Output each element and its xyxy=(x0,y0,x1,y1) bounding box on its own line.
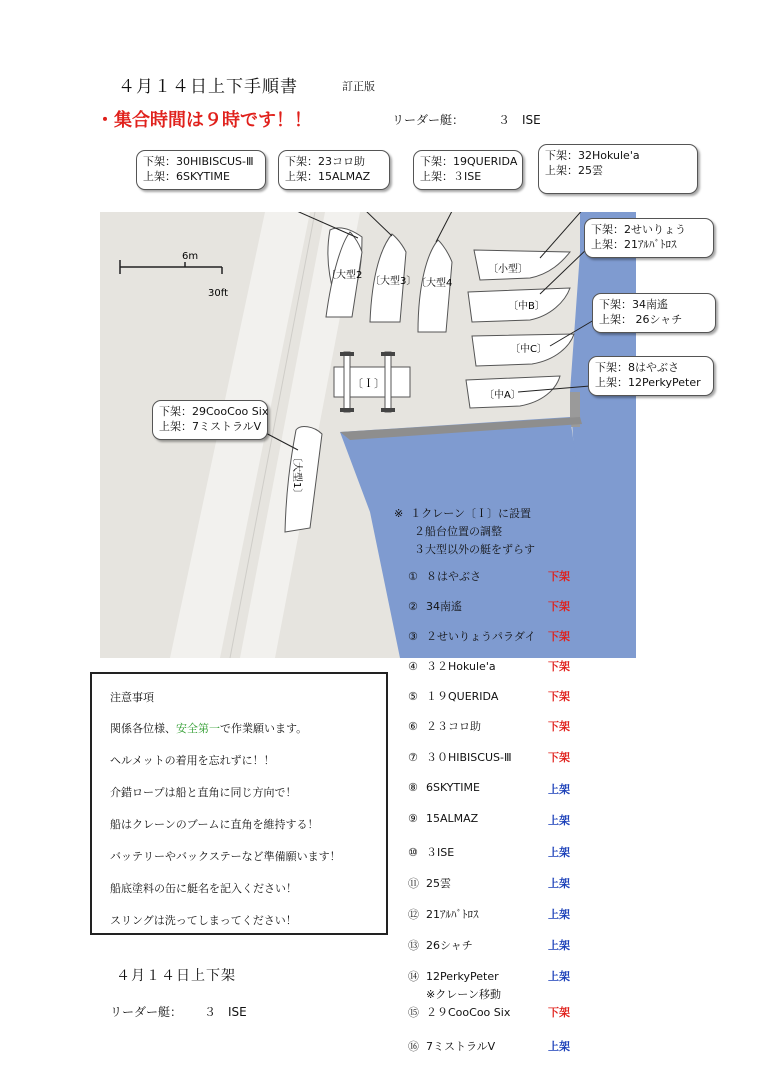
callout-mid-b xyxy=(584,218,714,258)
callout-small-line1: 下架：32Hokule'a xyxy=(545,149,640,162)
boat-name: 15ALMAZ xyxy=(426,812,479,825)
order-num: ⑦ xyxy=(408,751,418,764)
leader-label: リーダー艇： xyxy=(392,113,465,127)
boat-name: 7ミストラルV xyxy=(426,1040,496,1053)
boat-name: 25雲 xyxy=(426,877,451,890)
callout-small-line2: 上架：25雲 xyxy=(545,164,603,177)
status-badge: 下架 xyxy=(548,660,570,673)
order-num: ⑩ xyxy=(408,846,418,859)
boat-label-mid-a: 〔中A〕 xyxy=(484,390,521,401)
callout-mid-a-line1: 下架：8はやぶさ xyxy=(595,361,679,374)
boat-name: １９QUERIDA xyxy=(426,690,499,703)
order-item-7 xyxy=(408,749,570,765)
order-num: ④ xyxy=(408,660,418,673)
callout-mid-c-line1: 下架：34南遙 xyxy=(599,298,668,311)
order-num: ⑤ xyxy=(408,690,418,703)
order-item-14 xyxy=(408,968,570,984)
caution-notes xyxy=(90,672,388,935)
status-badge: 下架 xyxy=(548,751,570,764)
boat-label-large4: 〔大型4 xyxy=(416,278,453,289)
boat-name: 6SKYTIME xyxy=(426,781,480,794)
callout-large3 xyxy=(278,150,390,190)
crane-label: 〔Ｉ〕 xyxy=(352,377,385,390)
callout-large3-line1: 下架：23コロ助 xyxy=(285,155,365,168)
step-3: ３大型以外の艇をずらす xyxy=(414,543,535,556)
note-line-1 xyxy=(110,720,307,736)
order-num: ⑧ xyxy=(408,781,418,794)
note-line-4: 船はクレーンのブームに直角を維持する！ xyxy=(110,818,319,831)
order-item-15 xyxy=(408,1004,570,1020)
callout-large4 xyxy=(413,150,523,190)
order-item-16 xyxy=(408,1038,570,1054)
order-num: ⑨ xyxy=(408,812,418,825)
footer-leader-label: リーダー艇： xyxy=(110,1005,183,1019)
order-item-11 xyxy=(408,875,570,891)
order-num: ⑮ xyxy=(408,1006,419,1019)
boat-name: ８はやぶさ xyxy=(426,570,481,583)
status-badge: 下架 xyxy=(548,570,570,583)
leader-value: ３ ISE xyxy=(498,113,541,127)
boat-label-large2: 〔大型2 xyxy=(326,270,363,281)
status-badge: 上架 xyxy=(548,846,570,859)
callout-mid-b-line2: 上架：21ｱﾙﾊﾞﾄﾛｽ xyxy=(591,238,677,251)
status-badge: 下架 xyxy=(548,1006,570,1019)
callout-large1 xyxy=(152,400,268,440)
notes-heading: 注意事項 xyxy=(110,691,154,704)
steps-mark: ※ xyxy=(394,507,404,520)
status-badge: 下架 xyxy=(548,720,570,733)
boat-label-mid-b: 〔中B〕 xyxy=(508,301,545,312)
status-badge: 下架 xyxy=(548,630,570,643)
order-num: ② xyxy=(408,600,418,613)
water-right xyxy=(570,212,636,658)
status-badge: 上架 xyxy=(548,908,570,921)
order-item-12 xyxy=(408,906,570,922)
crane-move-note: ※クレーン移動 xyxy=(426,988,501,1001)
status-badge: 上架 xyxy=(548,939,570,952)
order-num: ① xyxy=(408,570,418,583)
boat-label-large1: 〔大型1〕 xyxy=(291,452,302,499)
order-item-5 xyxy=(408,688,570,704)
order-num: ⑫ xyxy=(408,908,419,921)
status-badge: 上架 xyxy=(548,1040,570,1053)
callout-large2 xyxy=(136,150,266,190)
boat-name: 12PerkyPeter xyxy=(426,970,499,983)
boat-name: 21ｱﾙﾊﾞﾄﾛｽ xyxy=(426,908,479,921)
callout-large3-line2: 上架：15ALMAZ xyxy=(285,170,371,183)
note-1-post: で作業願います。 xyxy=(220,722,308,735)
order-item-1 xyxy=(408,568,570,584)
boat-name: ３ISE xyxy=(426,846,455,859)
boat-name: 34南遙 xyxy=(426,600,462,613)
boat-name: ３２Hokule'a xyxy=(426,660,496,673)
order-item-9 xyxy=(408,812,570,827)
callout-large4-line1: 下架：19QUERIDA xyxy=(420,155,518,168)
leader-boat xyxy=(392,111,541,128)
status-badge: 下架 xyxy=(548,600,570,613)
note-line-7: スリングは洗ってしまってください！ xyxy=(110,914,297,927)
step-2: ２船台位置の調整 xyxy=(414,525,502,538)
callout-large1-line2: 上架：7ミストラルV xyxy=(159,420,262,433)
boat-name: 26シャチ xyxy=(426,939,473,952)
note-line-5: バッテリーやバックステーなど準備願います！ xyxy=(110,850,341,863)
setup-steps xyxy=(394,505,535,559)
note-1-pre: 関係各位様、 xyxy=(110,722,176,735)
boat-name: ３０HIBISCUS-Ⅲ xyxy=(426,751,512,764)
callout-mid-c xyxy=(592,293,716,333)
boat-name: ２３コロ助 xyxy=(426,720,481,733)
status-badge: 上架 xyxy=(548,814,570,827)
status-badge: 上架 xyxy=(548,783,570,796)
note-line-2: ヘルメットの着用を忘れずに！！ xyxy=(110,754,275,767)
callout-small xyxy=(538,144,698,194)
order-num: ⑭ xyxy=(408,970,419,983)
footer-title: ４月１４日上下架 xyxy=(116,968,236,984)
order-item-3 xyxy=(408,628,570,644)
boat-label-mid-c: 〔中C〕 xyxy=(510,344,547,355)
callout-mid-a-line2: 上架：12PerkyPeter xyxy=(595,376,701,389)
gather-time-notice: ・集合時間は９時です！！ xyxy=(96,110,312,131)
callout-mid-c-line2: 上架： 26シャチ xyxy=(599,313,683,326)
order-item-4 xyxy=(408,658,570,674)
callout-large2-line2: 上架：6SKYTIME xyxy=(143,170,230,183)
note-line-6: 船底塗料の缶に艇名を記入ください！ xyxy=(110,882,297,895)
order-item-8 xyxy=(408,781,570,796)
callout-large4-line2: 上架：３ISE xyxy=(420,170,482,183)
order-num: ⑯ xyxy=(408,1040,419,1053)
footer-leader xyxy=(110,1003,247,1020)
callout-mid-b-line1: 下架：2せいりょう xyxy=(591,223,686,236)
status-badge: 下架 xyxy=(548,690,570,703)
boat-name: ２９CooCoo Six xyxy=(426,1006,511,1019)
page-title: ４月１４日上下手順書 xyxy=(118,77,298,97)
order-num: ⑥ xyxy=(408,720,418,733)
callout-mid-a xyxy=(588,356,714,396)
boat-name: ２せいりょうパラダイ xyxy=(426,630,536,643)
footer-leader-value: ３ ISE xyxy=(204,1005,247,1019)
revised-label: 訂正版 xyxy=(342,80,375,93)
order-item-13 xyxy=(408,937,570,953)
callout-large2-line1: 下架：30HIBISCUS-Ⅲ xyxy=(143,155,254,168)
order-num: ⑪ xyxy=(408,877,419,890)
order-num: ⑬ xyxy=(408,939,419,952)
status-badge: 上架 xyxy=(548,970,570,983)
step-1: １クレーン〔Ｉ〕に設置 xyxy=(410,507,531,520)
order-num: ③ xyxy=(408,630,418,643)
boat-label-large3: 〔大型3〕 xyxy=(370,276,417,287)
order-item-2 xyxy=(408,598,570,614)
scale-meters: 6m xyxy=(182,251,199,262)
note-line-3: 介錯ロープは船と直角に同じ方向で！ xyxy=(110,786,297,799)
order-item-6 xyxy=(408,718,570,734)
note-1-safe: 安全第一 xyxy=(176,722,220,735)
scale-feet: 30ft xyxy=(208,288,228,299)
status-badge: 上架 xyxy=(548,877,570,890)
boat-label-small: 〔小型〕 xyxy=(488,264,528,275)
callout-large1-line1: 下架：29CooCoo Six xyxy=(159,405,269,418)
order-item-10 xyxy=(408,844,570,860)
